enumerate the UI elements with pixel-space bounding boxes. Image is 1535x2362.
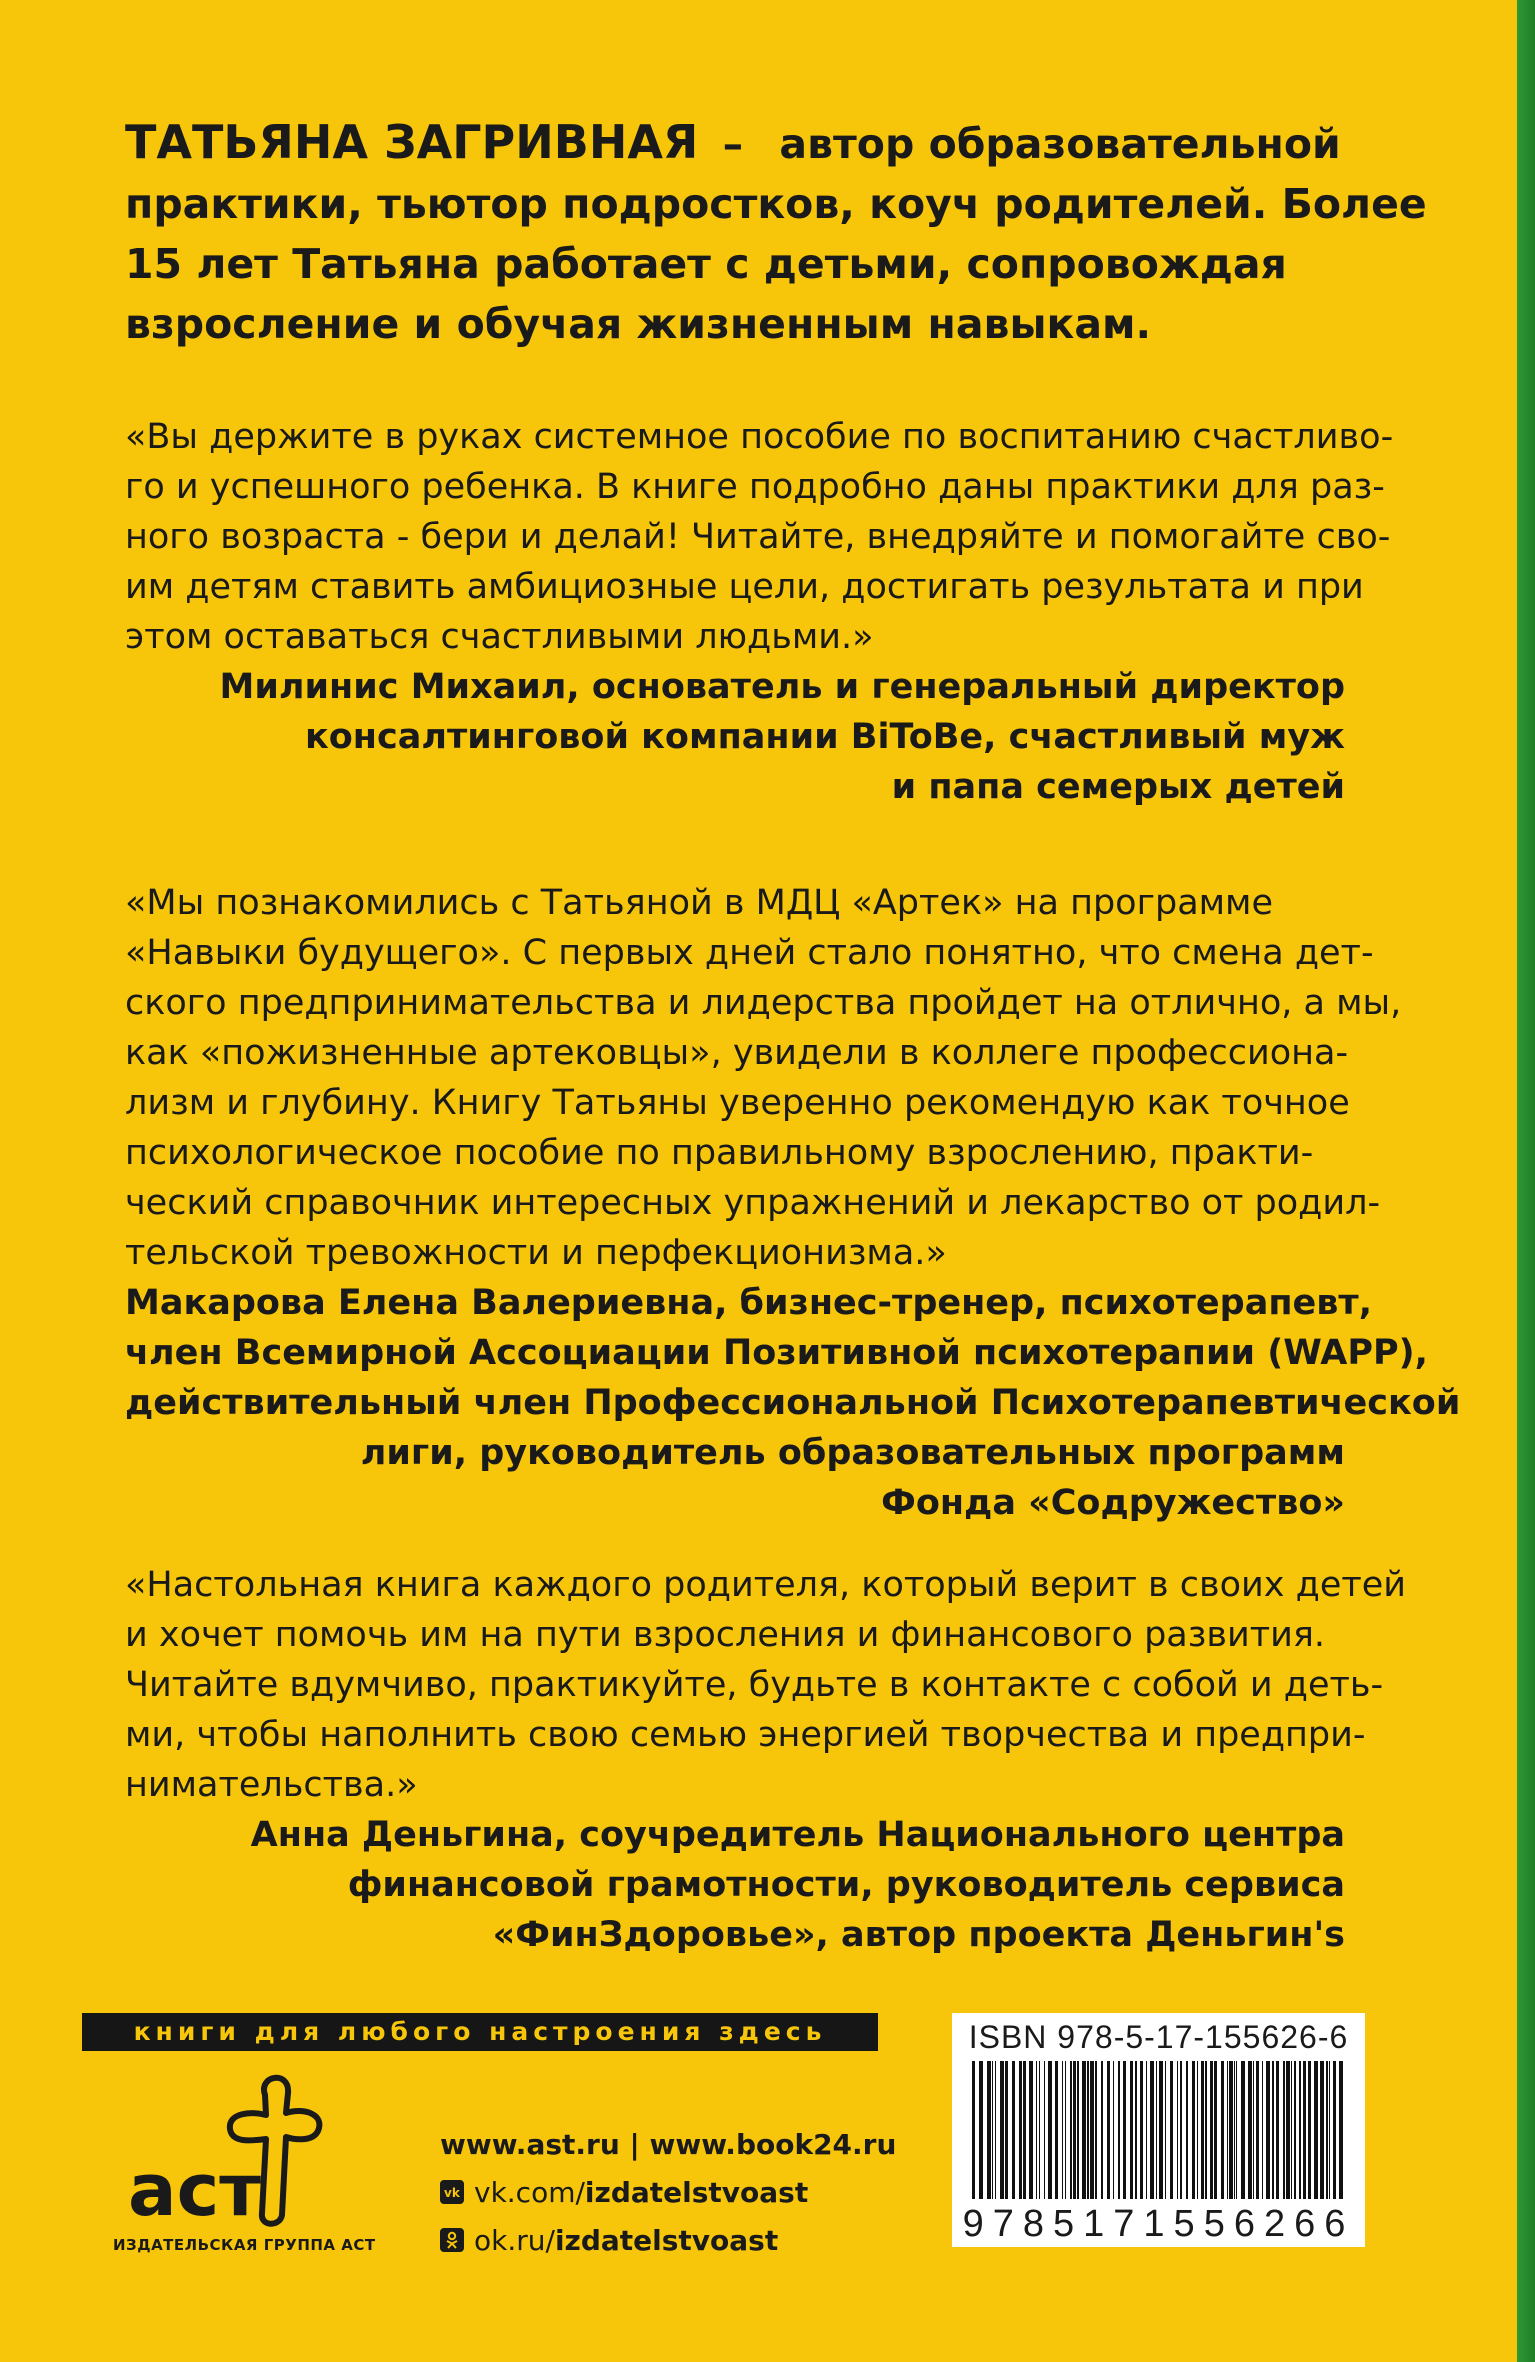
barcode-bar — [1272, 2061, 1274, 2199]
barcode-bar — [1095, 2061, 1097, 2199]
barcode-bar — [1165, 2061, 1166, 2199]
quote-line: и хочет помочь им на пути взросления и финансового развития. — [125, 1615, 1326, 1655]
quote-line: «Навыки будущего». С первых дней стало понятно, что смена дет- — [125, 933, 1374, 973]
quote-line: «Мы познакомились с Татьяной в МДЦ «Артек» на программе — [125, 883, 1273, 923]
author-dash: – — [722, 120, 744, 168]
barcode-bar — [1221, 2061, 1224, 2199]
testimonial-attribution — [125, 1810, 1345, 1960]
barcode-icon — [968, 2061, 1349, 2211]
testimonial-2 — [125, 878, 1461, 1528]
quote-line: им детям ставить амбициозные цели, достигать результата и при — [125, 567, 1364, 607]
quote-line: нимательства.» — [125, 1765, 418, 1805]
barcode-bar — [1159, 2061, 1163, 2199]
author-bio — [125, 112, 1427, 354]
testimonial-text — [125, 1560, 1407, 1810]
barcode-bar — [1113, 2061, 1114, 2199]
quote-line: «Настольная книга каждого родителя, который верит в своих детей — [125, 1565, 1407, 1605]
barcode-bar — [1019, 2061, 1022, 2199]
barcode-bar — [1073, 2061, 1076, 2199]
quote-line: как «пожизненные артековцы», увидели в коллеге профессиона- — [125, 1033, 1349, 1073]
barcode-bar — [1308, 2061, 1311, 2199]
barcode-bar — [992, 2061, 993, 2199]
barcode-bar — [1197, 2061, 1198, 2199]
barcode-bar — [1262, 2061, 1263, 2199]
quote-line: Читайте вдумчиво, практикуйте, будьте в контакте с собой и деть- — [125, 1665, 1384, 1705]
barcode-bar — [1005, 2061, 1008, 2199]
barcode-bar — [987, 2061, 991, 2199]
barcode-bar — [1012, 2061, 1015, 2199]
barcode-bar — [1156, 2061, 1157, 2199]
barcode-bar — [1314, 2061, 1318, 2199]
author-name: ТАТЬЯНА ЗАГРИВНАЯ — [125, 115, 699, 169]
web-links[interactable]: www.ast.ru | www.book24.ru — [440, 2127, 897, 2161]
barcode-bar — [1214, 2061, 1217, 2199]
quote-line: ческий справочник интересных упражнений и лекарство от родил- — [125, 1183, 1381, 1223]
vk-prefix: vk.com/ — [474, 2175, 585, 2209]
testimonial-1 — [125, 412, 1394, 812]
barcode-bar — [1039, 2061, 1040, 2199]
quote-line: тельской тревожности и перфекционизма.» — [125, 1233, 947, 1273]
barcode-bar — [1107, 2061, 1110, 2199]
attribution-line: консалтинговой компании BiToBe, счастливый муж — [304, 717, 1345, 757]
barcode-bar — [1236, 2061, 1237, 2199]
barcode-bar — [1333, 2061, 1336, 2199]
quote-line: ского предпринимательства и лидерства пройдет на отлично, а мы, — [125, 983, 1402, 1023]
testimonial-text — [125, 878, 1402, 1278]
barcode-bar — [995, 2061, 996, 2199]
attribution-line: финансовой грамотности, руководитель сервиса — [347, 1865, 1345, 1905]
author-bio-line: взросление и обучая жизненным навыкам. — [125, 300, 1152, 348]
barcode-bar — [1146, 2061, 1147, 2199]
author-bio-line: практики, тьютор подростков, коуч родителей. Более — [125, 180, 1427, 228]
barcode-bar — [1201, 2061, 1204, 2199]
barcode-bar — [1294, 2061, 1296, 2199]
barcode-bar — [1023, 2061, 1026, 2199]
publisher-imprint: ИЗДАТЕЛЬСКАЯ ГРУППА АСТ — [113, 2236, 376, 2254]
barcode-bar — [1082, 2061, 1086, 2199]
barcode-bar — [1044, 2061, 1045, 2199]
barcode-bar — [1253, 2061, 1254, 2199]
barcode-bar — [1256, 2061, 1259, 2199]
barcode-bar — [1339, 2061, 1343, 2199]
barcode-bar — [1170, 2061, 1173, 2199]
barcode-bar — [1177, 2061, 1178, 2199]
barcode-bar — [972, 2061, 975, 2199]
barcode-bar — [1227, 2061, 1228, 2199]
barcode-bar — [1186, 2061, 1188, 2199]
barcode-bar — [1241, 2061, 1245, 2199]
barcode-bar — [1286, 2061, 1290, 2199]
barcode-bar — [1118, 2061, 1120, 2199]
quote-line: этом оставаться счастливыми людьми.» — [125, 617, 874, 657]
testimonial-text — [125, 412, 1394, 662]
barcode-bar — [1210, 2061, 1213, 2199]
attribution-line: действительный член Профессиональной Психотерапевтической — [125, 1383, 1461, 1423]
attribution-line: Макарова Елена Валериевна, бизнес-тренер, психотерапевт, — [125, 1283, 1372, 1323]
barcode-bar — [1048, 2061, 1052, 2199]
barcode-bar — [1276, 2061, 1279, 2199]
attribution-line: Анна Деньгина, соучредитель Национального центра — [250, 1815, 1345, 1855]
barcode-bar — [1234, 2061, 1235, 2199]
barcode-bar — [1303, 2061, 1306, 2199]
attribution-line: и папа семерых детей — [891, 767, 1345, 807]
barcode-bar — [1205, 2061, 1207, 2199]
barcode-bar — [1036, 2061, 1037, 2199]
testimonial-attribution — [125, 1278, 1461, 1528]
barcode-bar — [1150, 2061, 1154, 2199]
ok-handle: izdatelstvoast — [554, 2223, 779, 2257]
barcode-bar — [1283, 2061, 1285, 2199]
barcode-bar — [1140, 2061, 1143, 2199]
svg-text:vk: vk — [444, 2186, 460, 2200]
author-bio-line: 15 лет Татьяна работает с детьми, сопровождая — [125, 240, 1287, 288]
barcode-bar — [1299, 2061, 1301, 2199]
barcode-bar — [1123, 2061, 1126, 2199]
testimonial-attribution — [125, 662, 1345, 812]
publisher-logo — [120, 2065, 350, 2230]
barcode-bar — [1090, 2061, 1094, 2199]
barcode-bar — [1291, 2061, 1292, 2199]
barcode-bar — [1320, 2061, 1324, 2199]
barcode-bar — [1029, 2061, 1033, 2199]
slogan-banner: книги для любого настроения здесь — [82, 2013, 878, 2051]
ok-icon — [440, 2228, 464, 2252]
attribution-line: Фонда «Содружество» — [881, 1483, 1345, 1523]
barcode-bar — [1130, 2061, 1133, 2199]
author-bio-line: автор образовательной — [779, 120, 1341, 168]
barcode-bar — [1266, 2061, 1270, 2199]
quote-line: ного возраста - бери и делай! Читайте, внедряйте и помогайте сво- — [125, 517, 1391, 557]
barcode-bar — [979, 2061, 983, 2199]
vk-link[interactable] — [440, 2168, 896, 2216]
barcode-bar — [1062, 2061, 1063, 2199]
ok-prefix: ok.ru/ — [474, 2223, 555, 2257]
barcode-bar — [1055, 2061, 1058, 2199]
barcode-bar — [1000, 2061, 1004, 2199]
barcode-bar — [1229, 2061, 1233, 2199]
vk-icon — [440, 2180, 464, 2204]
testimonial-3 — [125, 1560, 1407, 1960]
quote-line: ми, чтобы наполнить свою семью энергией творчества и предпри- — [125, 1715, 1366, 1755]
isbn-number: ISBN 978-5-17-155626-6 — [968, 2019, 1349, 2055]
barcode-bar — [1070, 2061, 1072, 2199]
barcode-bar — [1065, 2061, 1066, 2199]
barcode-bar — [1180, 2061, 1182, 2199]
barcode-bar — [1326, 2061, 1328, 2199]
quote-line: психологическое пособие по правильному взрослению, практи- — [125, 1133, 1314, 1173]
quote-line: го и успешного ребенка. В книге подробно даны практики для раз- — [125, 467, 1385, 507]
quote-line: «Вы держите в руках системное пособие по воспитанию счастливо- — [125, 417, 1394, 457]
quote-line: лизм и глубину. Книгу Татьяны уверенно рекомендую как точное — [125, 1083, 1350, 1123]
barcode-bar — [1077, 2061, 1079, 2199]
attribution-line: член Всемирной Ассоциации Позитивной психотерапии (WAPP), — [125, 1333, 1428, 1373]
ok-link[interactable] — [440, 2216, 896, 2264]
ast-logo-icon — [120, 2065, 350, 2230]
attribution-line: Милинис Михаил, основатель и генеральный директор — [219, 667, 1345, 707]
vk-handle: izdatelstvoast — [584, 2175, 809, 2209]
barcode-bar — [1192, 2061, 1195, 2199]
barcode-bar — [1135, 2061, 1137, 2199]
isbn-barcode — [952, 2013, 1365, 2247]
barcode-bar — [1329, 2061, 1330, 2199]
ean-digits: 9785171556266 — [962, 2203, 1355, 2245]
barcode-bar — [1087, 2061, 1089, 2199]
attribution-line: лиги, руководитель образовательных программ — [360, 1433, 1345, 1473]
spine-strip — [1517, 0, 1535, 2362]
barcode-bar — [1248, 2061, 1252, 2199]
logo-text: аст — [128, 2148, 261, 2230]
publisher-links — [440, 2120, 896, 2264]
attribution-line: «ФинЗдоровье», автор проекта Деньгин's — [492, 1915, 1345, 1955]
barcode-bar — [1101, 2061, 1103, 2199]
